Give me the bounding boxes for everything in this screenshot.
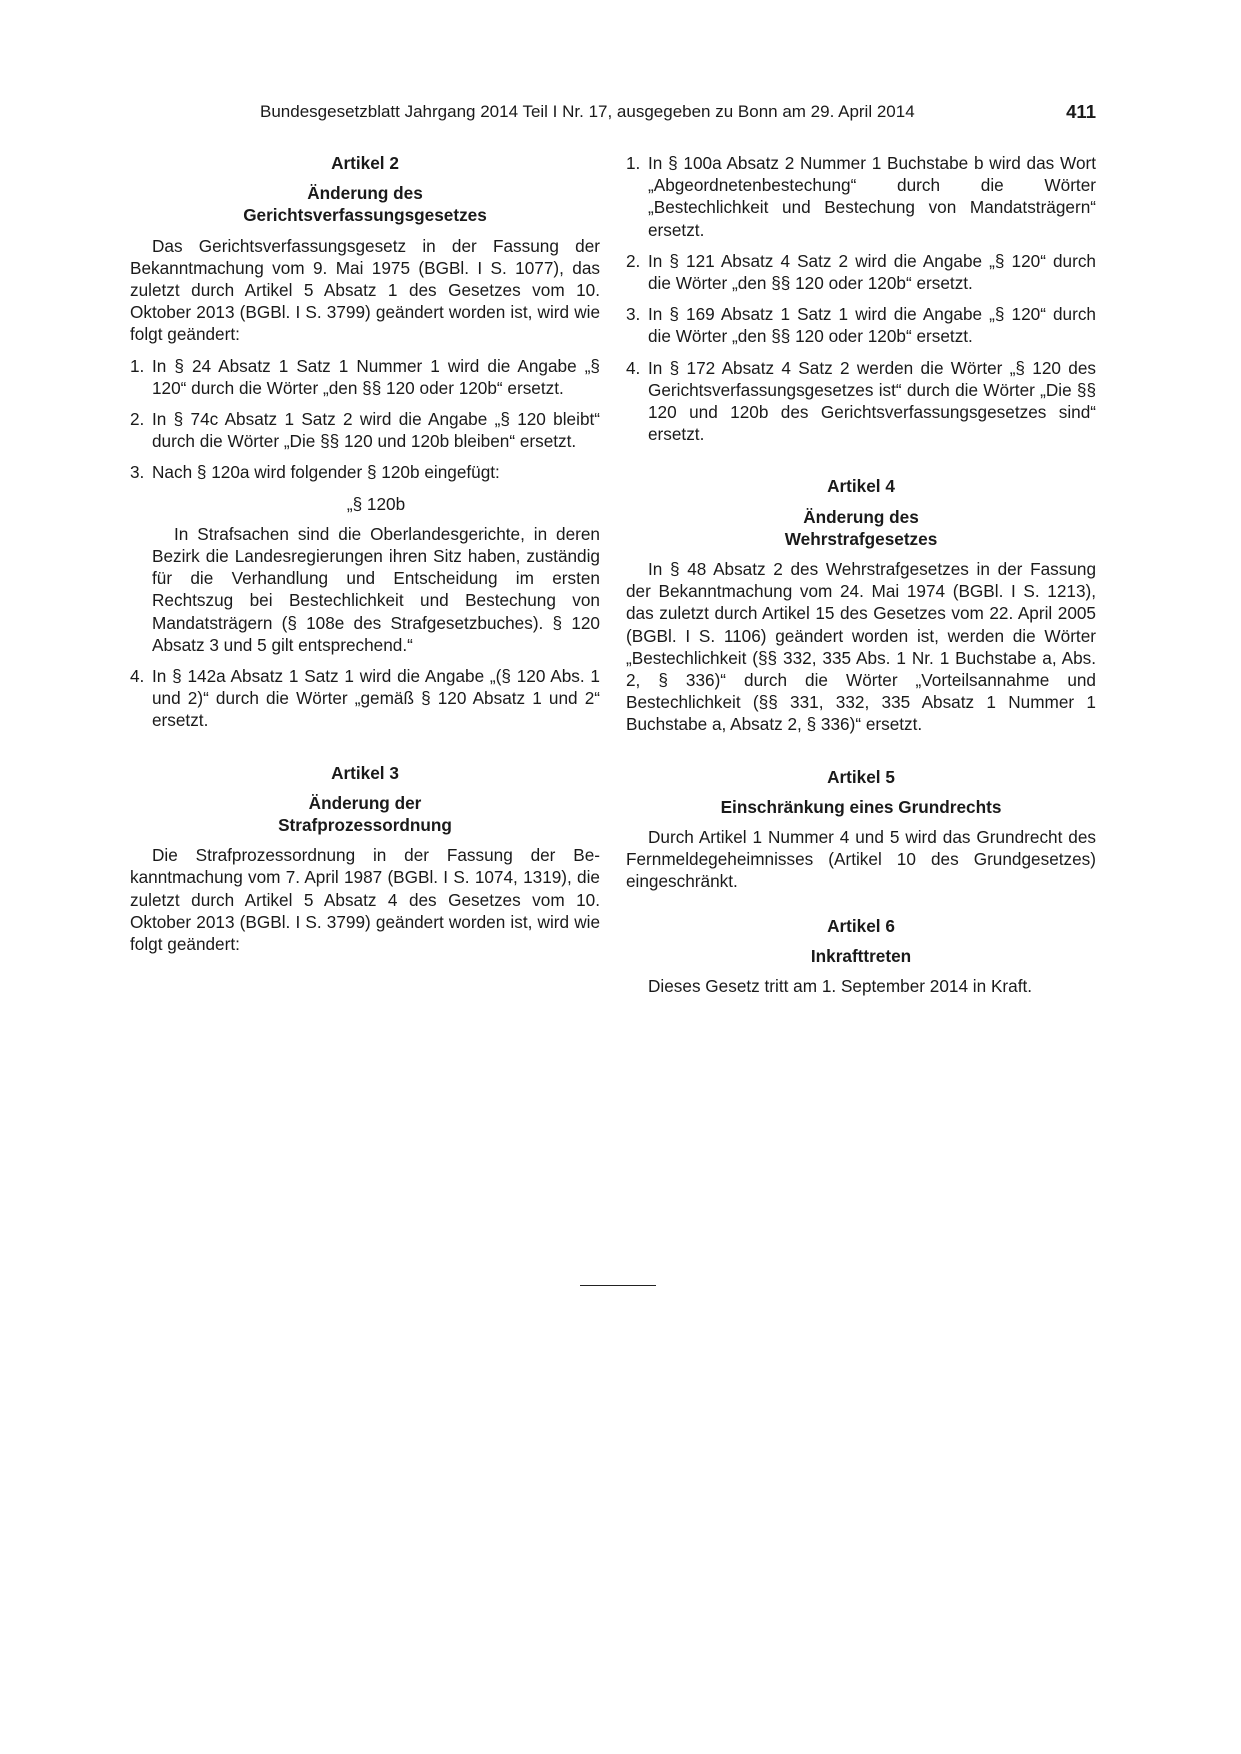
article-6-title: Artikel 6 [827, 915, 895, 936]
article-6-text: Dieses Gesetz tritt am 1. September 2014 in Kraft. [648, 976, 1033, 997]
item-number: 3. [130, 462, 145, 483]
item-text: In § 24 Absatz 1 Satz 1 Nummer 1 wird die Angabe „§ 120“ durch die Wörter „den §§ 120 oder 120b“ ersetzt. [152, 355, 600, 398]
page-header [130, 100, 1096, 124]
quoted-section-text: In Strafsachen sind die Oberlandesgerichte, in deren Bezirk die Landesregierungen ihren Sitz haben, zuständig für die Verhandlung und Entscheidung im ersten Rechtszug bei Bestechlichkeit und Bestechung von Mandatsträgern (§ 108e des Strafgesetzbuches). § 120 Absatz 3 und 5 gilt entsprechend.“ [152, 523, 600, 655]
article-3-item-1 [626, 152, 1096, 241]
article-4-text: In § 48 Absatz 2 des Wehrstrafgesetzes in der Fassung der Bekanntmachung vom 24. Mai 1974 (BGBl. I S. 1213), das zuletzt durch Artikel 15 des Gesetzes vom 22. April 2005 (BGBl. I S. 1106) geändert worden ist, werden die Wörter „Bestechlichkeit (§§ 332, 335 Abs. 1 Nr. 1 Buchstabe a, Abs. 2, § 336)“ durch die Wörter „Vorteilsannahme und Bestechlichkeit (§§ 331, 332, 335 Absatz 1 Nummer 1 Buchstabe a, Absatz 2, § 336)“ ersetzt. [626, 559, 1096, 735]
quoted-section-heading: „§ 120b [346, 493, 406, 514]
item-text: Nach § 120a wird folgender § 120b eingefügt: [152, 462, 500, 483]
item-number: 2. [626, 250, 641, 271]
article-5-title: Artikel 5 [827, 766, 895, 787]
article-4-title: Artikel 4 [827, 476, 895, 497]
left-column [130, 152, 600, 955]
article-4-subtitle [626, 506, 1096, 550]
item-number: 4. [130, 666, 145, 687]
article-2-subtitle-line2: Gerichtsverfassungsgesetzes [243, 205, 487, 226]
article-2-item-4 [130, 665, 600, 732]
article-3-item-2 [626, 250, 1096, 294]
article-3-title: Artikel 3 [331, 762, 399, 783]
item-text: In § 172 Absatz 4 Satz 2 werden die Wörter „§ 120 des Gerichtsverfassungsgesetzes ist“ durch die Wörter „Die §§ 120 und 120b des Gerichtsverfassungsgesetzes sind“ ersetzt. [648, 357, 1096, 445]
article-2-item-2 [130, 408, 600, 452]
item-text: In § 121 Absatz 4 Satz 2 wird die Angabe „§ 120“ durch die Wörter „den §§ 120 oder 120b“ ersetzt. [648, 250, 1096, 294]
item-number: 1. [626, 153, 641, 173]
article-2-subtitle-line1: Änderung des [307, 183, 423, 204]
article-3-subtitle-line2: Strafprozessordnung [278, 815, 452, 836]
item-text: In § 142a Absatz 1 Satz 1 wird die Angabe „(§ 120 Abs. 1 und 2)“ durch die Wörter „gemäß § 120 Absatz 1 und 2“ ersetzt. [152, 666, 600, 731]
article-5-subtitle: Einschränkung eines Grundrechts [720, 796, 1002, 817]
page-number: 411 [1066, 101, 1096, 122]
article-2-title: Artikel 2 [331, 153, 399, 173]
divider-line [580, 1285, 656, 1286]
item-number: 1. [130, 355, 145, 376]
article-5-text: Durch Artikel 1 Nummer 4 und 5 wird das Grundrecht des Fernmeldegeheimnisses (Artikel 10 des Grundgesetzes) eingeschränkt. [626, 827, 1096, 892]
item-text: In § 74c Absatz 1 Satz 2 wird die Angabe „§ 120 bleibt“ durch die Wörter „Die §§ 120 und 120b bleiben“ ersetzt. [152, 409, 600, 452]
article-3-item-3 [626, 303, 1096, 347]
article-2-item-3 [130, 461, 600, 483]
article-2-item-1 [130, 355, 600, 399]
article-4-subtitle-line2: Wehrstrafgesetzes [784, 528, 938, 549]
article-3-subtitle [130, 792, 600, 836]
item-text: In § 169 Absatz 1 Satz 1 wird die Angabe „§ 120“ durch die Wörter „den §§ 120 oder 120b“ ersetzt. [648, 304, 1096, 347]
item-number: 2. [130, 409, 145, 430]
article-4-subtitle-line1: Änderung des [803, 506, 919, 527]
item-number: 3. [626, 304, 641, 325]
article-2-intro: Das Gerichtsverfassungsgesetz in der Fassung der Bekanntmachung vom 9. Mai 1975 (BGBl. I S. 1077), das zuletzt durch Artikel 5 Absatz 1 des Gesetzes vom 10. Oktober 2013 (BGBl. I S. 3799) geändert worden ist, wird wie folgt geändert: [130, 235, 600, 345]
article-6-subtitle: Inkrafttreten [810, 945, 912, 966]
item-number: 4. [626, 357, 641, 378]
article-2-subtitle [130, 182, 600, 226]
item-text: In § 100a Absatz 2 Nummer 1 Buchstabe b wird das Wort „Abgeordnetenbestechung“ durch die Wörter „Bestechlichkeit und Bestechung von Mandatsträgern“ ersetzt. [648, 153, 1096, 240]
article-3-intro: Die Strafprozessordnung in der Fassung der Bekanntmachung vom 7. April 1987 (BGBl. I S. 1074, 1319), die zuletzt durch Artikel 5 Absatz 4 des Gesetzes vom 10. Oktober 2013 (BGBl. I S. 3799) geändert worden ist, wird wie folgt geändert: [130, 845, 600, 955]
header-text: Bundesgesetzblatt Jahrgang 2014 Teil I Nr. 17, ausgegeben zu Bonn am 29. April 2014 [260, 102, 915, 121]
article-3-subtitle-line1: Änderung der [308, 792, 422, 813]
right-column [626, 152, 1096, 997]
article-3-item-4 [626, 357, 1096, 446]
